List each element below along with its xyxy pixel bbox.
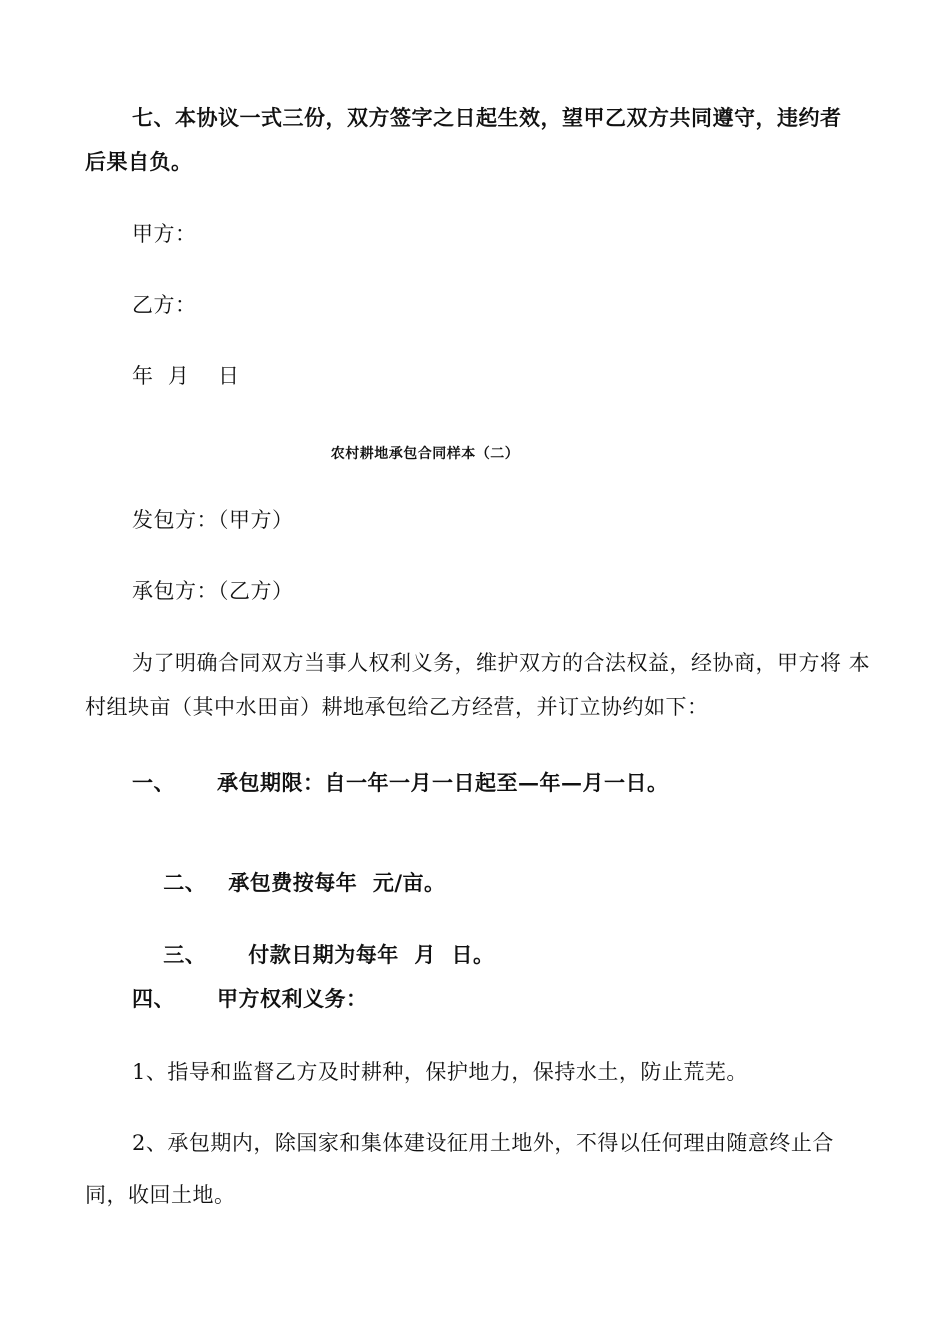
clause-3-number: 三、 — [163, 942, 207, 967]
signature-date: 年 月 日 — [132, 364, 240, 388]
clause-4-text: 甲方权利义务： — [217, 986, 368, 1011]
sub-clause-2-line-2: 同，收回土地。 — [85, 1183, 236, 1207]
clause-7-line-1: 七、本协议一式三份，双方签字之日起生效，望甲乙双方共同遵守，违约者 — [132, 105, 842, 130]
issuer-party-label: 发包方：（甲方） — [132, 508, 294, 532]
clause-4 — [132, 985, 368, 1013]
clause-1-number: 一、 — [132, 770, 175, 795]
clause-1 — [132, 769, 669, 797]
sub-clause-2-line-1: 2、承包期内，除国家和集体建设征用土地外，不得以任何理由随意终止合 — [132, 1131, 834, 1155]
party-a-signature-label: 甲方： — [132, 222, 197, 246]
party-b-signature-label: 乙方： — [132, 293, 197, 317]
contract-title: 农村耕地承包合同样本（二） — [330, 446, 520, 462]
intro-paragraph-line-1: 为了明确合同双方当事人权利义务，维护双方的合法权益，经协商，甲方将 本 — [132, 651, 871, 675]
clause-7-line-2: 后果自负。 — [85, 149, 193, 174]
sub-clause-1: 1、指导和监督乙方及时耕种，保护地力，保持水土，防止荒芜。 — [132, 1060, 748, 1084]
contractor-party-label: 承包方：（乙方） — [132, 579, 294, 603]
clause-4-number: 四、 — [132, 986, 175, 1011]
clause-2-text: 承包费按每年 元/亩。 — [228, 870, 446, 895]
intro-paragraph-line-2: 村组块亩（其中水田亩）耕地承包给乙方经营，并订立协约如下： — [85, 695, 709, 719]
clause-2-number: 二、 — [163, 870, 207, 895]
clause-1-text: 承包期限：自一年一月一日起至—年—月一日。 — [217, 770, 669, 795]
clause-3-text: 付款日期为每年 月 日。 — [248, 942, 495, 967]
